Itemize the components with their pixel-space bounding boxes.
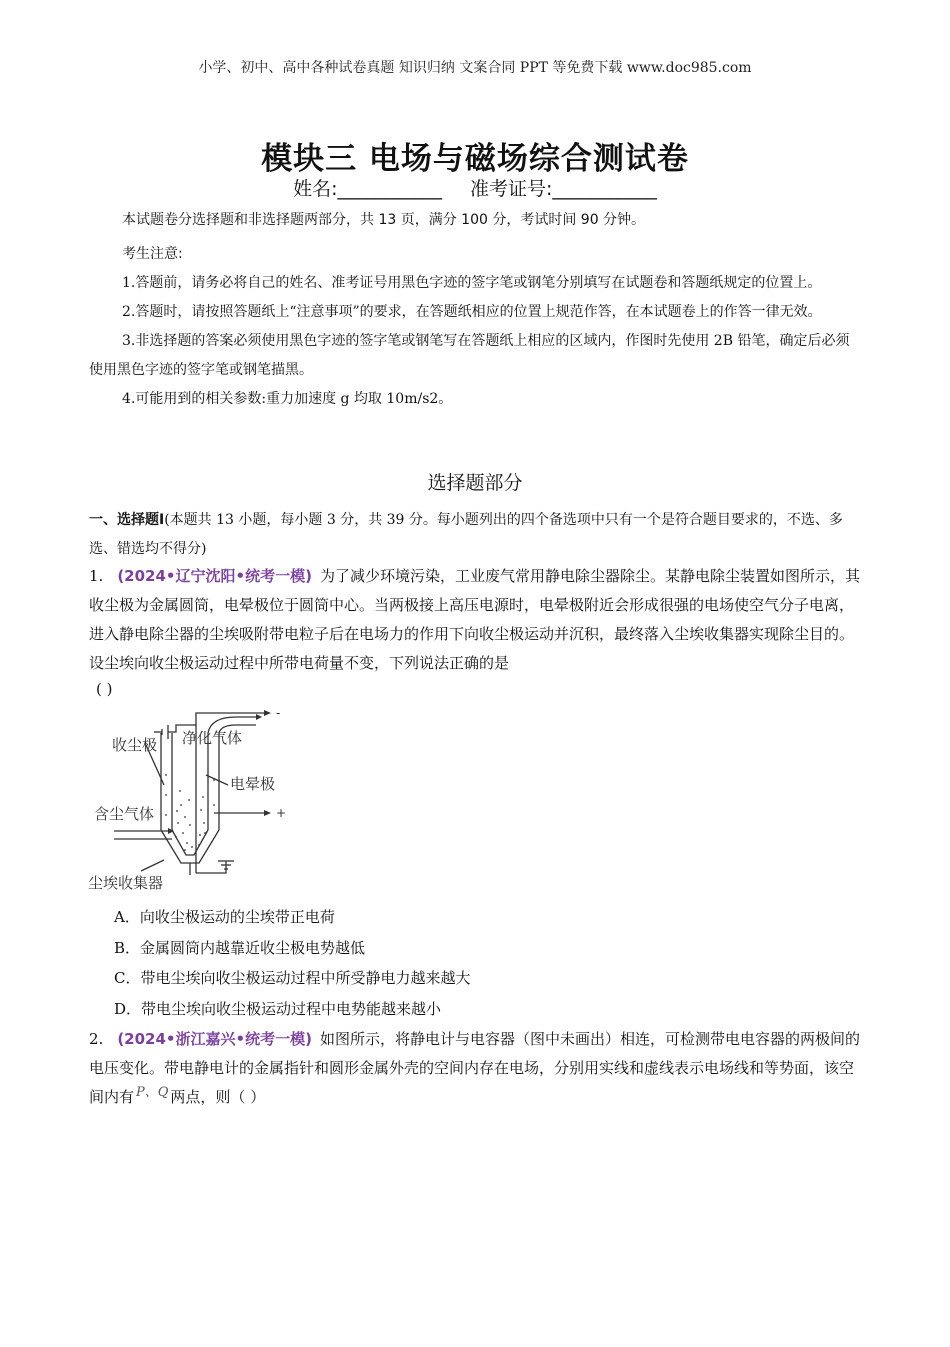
label-dusty-gas: 含尘气体 [94, 805, 155, 823]
question-text: 为了减少环境污染，工业废气常用静电除尘器除尘。某静电除尘装置如图所示，其收尘极为金属圆筒，电晕极位于圆筒中心。当两极接上高压电源时，电晕极附近会形成很强的电场使空气分子电离，进入静电除尘器的尘埃吸附带电粒子后在电场力的作用下向收尘极运动并沉积，最终落入尘埃收集器实现除尘目的。设尘埃向收尘极运动过程中所带电荷量不变，下列说法正确的是 [89, 567, 860, 672]
notice-item: 4.可能用到的相关参数:重力加速度 g 均取 10m/s2。 [122, 391, 453, 407]
question-source: (2024•辽宁沈阳•统考一模) [117, 567, 312, 585]
label-clean-gas: 净化气体 [182, 729, 243, 747]
notice-item: 1.答题前，请务必将自己的姓名、准考证号用黑色字迹的签字笔或钢笔分别填写在试题卷和答题纸规定的位置上。 [122, 275, 822, 291]
label-dust-bin: 尘埃收集器 [88, 874, 164, 892]
notice-item: 2.答题时，请按照答题纸上“注意事项”的要求，在答题纸相应的位置上规范作答，在本试题卷上的作答一律无效。 [122, 304, 822, 320]
option-b[interactable]: B．金属圆筒内越靠近收尘极电势越低 [114, 938, 366, 957]
label-minus: - [276, 706, 281, 720]
question-source: (2024•浙江嘉兴•统考一模) [117, 1030, 312, 1048]
question-text: 如图所示，将静电计与电容器（图中未画出）相连，可检测带电电容器的两极间的电压变化。带电静电计的金属指针和圆形金属外壳的空间内存在电场，分别用实线和虚线表示电场线和等势面，该空间内有 [89, 1030, 860, 1106]
label-corona: 电晕极 [230, 775, 276, 793]
label-plus: + [276, 806, 287, 820]
pq-symbol: P、Q [136, 1085, 169, 1100]
option-a[interactable]: A．向收尘极运动的尘埃带正电荷 [114, 908, 335, 926]
electrostatic-precipitator-diagram [86, 705, 296, 895]
notice-label: 考生注意: [122, 246, 183, 262]
part1-instructions [89, 506, 862, 564]
page-header: 小学、初中、高中各种试卷真题 知识归纳 文案合同 PPT 等免费下载 www.doc985.com [198, 60, 752, 76]
option-d[interactable]: D．带电尘埃向收尘极运动过程中电势能越来越小 [114, 999, 442, 1018]
question-text-end: 两点，则（ ） [170, 1088, 266, 1106]
option-c[interactable]: C．带电尘埃向收尘极运动过程中所受静电力越来越大 [114, 969, 471, 987]
name-field-label: 姓名:___________ [293, 178, 442, 200]
question-1 [89, 562, 862, 678]
notice-item: 3.非选择题的答案必须使用黑色字迹的签字笔或钢笔写在答题纸上相应的区域内，作图时先使用 2B 铅笔，确定后必须使用黑色字迹的签字笔或钢笔描黑。 [89, 333, 850, 378]
section-title: 选择题部分 [427, 472, 523, 494]
part1-desc: (本题共 13 小题，每小题 3 分，共 39 分。每小题列出的四个备选项中只有一个是符合题目要求的，不选、多选、错选均不得分) [89, 512, 843, 557]
question-number: 1. [89, 567, 104, 585]
part1-heading: 一、选择题Ⅰ [89, 512, 165, 528]
name-row [0, 174, 950, 201]
label-collector: 收尘极 [112, 736, 158, 754]
answer-paren: ( ) [96, 680, 113, 698]
id-field-label: 准考证号:___________ [470, 178, 657, 200]
page-title: 模块三 电场与磁场综合测试卷 [261, 141, 689, 177]
q1-options [114, 902, 470, 1024]
exam-intro: 本试题卷分选择题和非选择题两部分，共 13 页，满分 100 分，考试时间 90 分钟。 [122, 212, 646, 228]
question-2 [89, 1025, 862, 1113]
notice-block [89, 240, 862, 414]
question-number: 2. [89, 1030, 104, 1048]
